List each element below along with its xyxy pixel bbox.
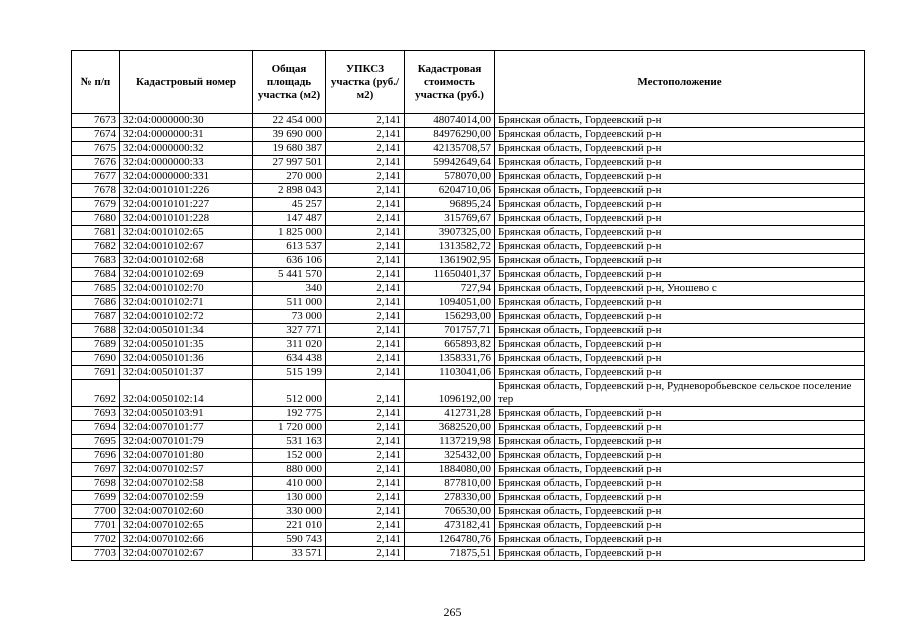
cadastral-number: 32:04:0070101:77 (120, 421, 253, 435)
cadastral-value: 706530,00 (405, 505, 495, 519)
location: Брянская область, Гордеевский р-н, Уношево с (495, 282, 865, 296)
location: Брянская область, Гордеевский р-н (495, 352, 865, 366)
location: Брянская область, Гордеевский р-н (495, 338, 865, 352)
location: Брянская область, Гордеевский р-н (495, 477, 865, 491)
table-row (72, 142, 865, 156)
upksz: 2,141 (326, 407, 405, 421)
cadastral-table (71, 50, 865, 561)
header-location: Местоположение (495, 51, 865, 114)
table-row (72, 533, 865, 547)
location: Брянская область, Гордеевский р-н (495, 421, 865, 435)
row-index: 7680 (72, 212, 120, 226)
location: Брянская область, Гордеевский р-н (495, 184, 865, 198)
upksz: 2,141 (326, 240, 405, 254)
row-index: 7700 (72, 505, 120, 519)
upksz: 2,141 (326, 282, 405, 296)
header-area: Общая площадь участка (м2) (253, 51, 326, 114)
location: Брянская область, Гордеевский р-н (495, 366, 865, 380)
cadastral-value: 3907325,00 (405, 226, 495, 240)
cadastral-value: 11650401,37 (405, 268, 495, 282)
row-index: 7698 (72, 477, 120, 491)
cadastral-number: 32:04:0010102:65 (120, 226, 253, 240)
area: 511 000 (253, 296, 326, 310)
cadastral-number: 32:04:0070101:79 (120, 435, 253, 449)
area: 880 000 (253, 463, 326, 477)
cadastral-number: 32:04:0070101:80 (120, 449, 253, 463)
table-row (72, 240, 865, 254)
area: 5 441 570 (253, 268, 326, 282)
upksz: 2,141 (326, 198, 405, 212)
table-row (72, 547, 865, 561)
location: Брянская область, Гордеевский р-н (495, 435, 865, 449)
row-index: 7692 (72, 380, 120, 407)
area: 39 690 000 (253, 128, 326, 142)
area: 330 000 (253, 505, 326, 519)
table-row (72, 352, 865, 366)
row-index: 7675 (72, 142, 120, 156)
row-index: 7687 (72, 310, 120, 324)
location: Брянская область, Гордеевский р-н (495, 198, 865, 212)
cadastral-number: 32:04:0050101:36 (120, 352, 253, 366)
cadastral-number: 32:04:0070102:58 (120, 477, 253, 491)
location: Брянская область, Гордеевский р-н (495, 407, 865, 421)
location: Брянская область, Гордеевский р-н (495, 491, 865, 505)
table-row (72, 170, 865, 184)
upksz: 2,141 (326, 547, 405, 561)
cadastral-number: 32:04:0010102:67 (120, 240, 253, 254)
table-row (72, 226, 865, 240)
table-row (72, 407, 865, 421)
table-row (72, 338, 865, 352)
row-index: 7689 (72, 338, 120, 352)
location: Брянская область, Гордеевский р-н (495, 170, 865, 184)
cadastral-value: 59942649,64 (405, 156, 495, 170)
area: 192 775 (253, 407, 326, 421)
table-row (72, 463, 865, 477)
cadastral-value: 665893,82 (405, 338, 495, 352)
location: Брянская область, Гордеевский р-н (495, 449, 865, 463)
header-index: № п/п (72, 51, 120, 114)
location: Брянская область, Гордеевский р-н (495, 310, 865, 324)
cadastral-number: 32:04:0070102:57 (120, 463, 253, 477)
cadastral-value: 727,94 (405, 282, 495, 296)
location: Брянская область, Гордеевский р-н (495, 128, 865, 142)
row-index: 7684 (72, 268, 120, 282)
cadastral-value: 48074014,00 (405, 114, 495, 128)
location: Брянская область, Гордеевский р-н (495, 114, 865, 128)
cadastral-number: 32:04:0010102:69 (120, 268, 253, 282)
cadastral-number: 32:04:0070102:60 (120, 505, 253, 519)
area: 590 743 (253, 533, 326, 547)
area: 22 454 000 (253, 114, 326, 128)
area: 130 000 (253, 491, 326, 505)
cadastral-number: 32:04:0050103:91 (120, 407, 253, 421)
cadastral-value: 96895,24 (405, 198, 495, 212)
table-row (72, 519, 865, 533)
row-index: 7685 (72, 282, 120, 296)
cadastral-number: 32:04:0000000:30 (120, 114, 253, 128)
upksz: 2,141 (326, 114, 405, 128)
row-index: 7681 (72, 226, 120, 240)
cadastral-value: 578070,00 (405, 170, 495, 184)
row-index: 7688 (72, 324, 120, 338)
cadastral-value: 701757,71 (405, 324, 495, 338)
page-number: 265 (443, 605, 462, 619)
cadastral-number: 32:04:0010102:70 (120, 282, 253, 296)
cadastral-value: 315769,67 (405, 212, 495, 226)
area: 27 997 501 (253, 156, 326, 170)
row-index: 7695 (72, 435, 120, 449)
area: 45 257 (253, 198, 326, 212)
area: 636 106 (253, 254, 326, 268)
upksz: 2,141 (326, 324, 405, 338)
cadastral-value: 6204710,06 (405, 184, 495, 198)
location: Брянская область, Гордеевский р-н (495, 268, 865, 282)
area: 1 720 000 (253, 421, 326, 435)
area: 270 000 (253, 170, 326, 184)
location: Брянская область, Гордеевский р-н, Рудневоробьевское сельское поселение тер (495, 380, 865, 407)
table-row (72, 128, 865, 142)
row-index: 7676 (72, 156, 120, 170)
cadastral-value: 1103041,06 (405, 366, 495, 380)
row-index: 7701 (72, 519, 120, 533)
cadastral-value: 1096192,00 (405, 380, 495, 407)
cadastral-value: 1264780,76 (405, 533, 495, 547)
cadastral-value: 1884080,00 (405, 463, 495, 477)
cadastral-value: 325432,00 (405, 449, 495, 463)
cadastral-value: 156293,00 (405, 310, 495, 324)
table-row (72, 310, 865, 324)
row-index: 7677 (72, 170, 120, 184)
cadastral-value: 877810,00 (405, 477, 495, 491)
upksz: 2,141 (326, 449, 405, 463)
cadastral-number: 32:04:0010101:226 (120, 184, 253, 198)
table-row (72, 296, 865, 310)
upksz: 2,141 (326, 310, 405, 324)
upksz: 2,141 (326, 254, 405, 268)
table-row (72, 477, 865, 491)
upksz: 2,141 (326, 226, 405, 240)
cadastral-value: 278330,00 (405, 491, 495, 505)
area: 531 163 (253, 435, 326, 449)
cadastral-number: 32:04:0050101:34 (120, 324, 253, 338)
row-index: 7674 (72, 128, 120, 142)
table-row (72, 435, 865, 449)
cadastral-number: 32:04:0000000:32 (120, 142, 253, 156)
upksz: 2,141 (326, 268, 405, 282)
row-index: 7703 (72, 547, 120, 561)
location: Брянская область, Гордеевский р-н (495, 533, 865, 547)
upksz: 2,141 (326, 491, 405, 505)
table-row (72, 254, 865, 268)
cadastral-value: 1137219,98 (405, 435, 495, 449)
cadastral-number: 32:04:0070102:65 (120, 519, 253, 533)
cadastral-value: 3682520,00 (405, 421, 495, 435)
cadastral-value: 473182,41 (405, 519, 495, 533)
location: Брянская область, Гордеевский р-н (495, 226, 865, 240)
row-index: 7678 (72, 184, 120, 198)
row-index: 7686 (72, 296, 120, 310)
area: 512 000 (253, 380, 326, 407)
area: 221 010 (253, 519, 326, 533)
upksz: 2,141 (326, 156, 405, 170)
table-row (72, 268, 865, 282)
area: 147 487 (253, 212, 326, 226)
cadastral-number: 32:04:0070102:67 (120, 547, 253, 561)
table-body (72, 114, 865, 561)
location: Брянская область, Гордеевский р-н (495, 519, 865, 533)
area: 19 680 387 (253, 142, 326, 156)
table-row (72, 491, 865, 505)
cadastral-number: 32:04:0010102:68 (120, 254, 253, 268)
row-index: 7699 (72, 491, 120, 505)
upksz: 2,141 (326, 435, 405, 449)
cadastral-number: 32:04:0070102:66 (120, 533, 253, 547)
cadastral-number: 32:04:0000000:331 (120, 170, 253, 184)
row-index: 7682 (72, 240, 120, 254)
area: 73 000 (253, 310, 326, 324)
row-index: 7694 (72, 421, 120, 435)
area: 515 199 (253, 366, 326, 380)
cadastral-value: 1358331,76 (405, 352, 495, 366)
row-index: 7702 (72, 533, 120, 547)
row-index: 7693 (72, 407, 120, 421)
cadastral-value: 71875,51 (405, 547, 495, 561)
upksz: 2,141 (326, 463, 405, 477)
area: 152 000 (253, 449, 326, 463)
table-row (72, 114, 865, 128)
upksz: 2,141 (326, 184, 405, 198)
upksz: 2,141 (326, 477, 405, 491)
row-index: 7690 (72, 352, 120, 366)
header-cadastral-number: Кадастровый номер (120, 51, 253, 114)
area: 327 771 (253, 324, 326, 338)
row-index: 7696 (72, 449, 120, 463)
upksz: 2,141 (326, 366, 405, 380)
cadastral-number: 32:04:0050101:35 (120, 338, 253, 352)
table-row (72, 282, 865, 296)
location: Брянская область, Гордеевский р-н (495, 324, 865, 338)
cadastral-value: 1094051,00 (405, 296, 495, 310)
table-row (72, 366, 865, 380)
upksz: 2,141 (326, 380, 405, 407)
table-row (72, 198, 865, 212)
upksz: 2,141 (326, 212, 405, 226)
cadastral-number: 32:04:0000000:33 (120, 156, 253, 170)
header-cadastral-value: Кадастровая стоимость участка (руб.) (405, 51, 495, 114)
row-index: 7679 (72, 198, 120, 212)
table-header-row (72, 51, 865, 114)
upksz: 2,141 (326, 505, 405, 519)
header-upksz: УПКСЗ участка (руб./м2) (326, 51, 405, 114)
area: 33 571 (253, 547, 326, 561)
cadastral-number: 32:04:0050102:14 (120, 380, 253, 407)
area: 410 000 (253, 477, 326, 491)
row-index: 7683 (72, 254, 120, 268)
upksz: 2,141 (326, 170, 405, 184)
location: Брянская область, Гордеевский р-н (495, 463, 865, 477)
table-row (72, 421, 865, 435)
area: 2 898 043 (253, 184, 326, 198)
location: Брянская область, Гордеевский р-н (495, 156, 865, 170)
upksz: 2,141 (326, 533, 405, 547)
cadastral-value: 1361902,95 (405, 254, 495, 268)
cadastral-number: 32:04:0010101:228 (120, 212, 253, 226)
table-row (72, 156, 865, 170)
location: Брянская область, Гордеевский р-н (495, 254, 865, 268)
upksz: 2,141 (326, 128, 405, 142)
upksz: 2,141 (326, 421, 405, 435)
table-row (72, 449, 865, 463)
cadastral-value: 1313582,72 (405, 240, 495, 254)
cadastral-number: 32:04:0010101:227 (120, 198, 253, 212)
cadastral-value: 42135708,57 (405, 142, 495, 156)
upksz: 2,141 (326, 296, 405, 310)
area: 634 438 (253, 352, 326, 366)
upksz: 2,141 (326, 142, 405, 156)
upksz: 2,141 (326, 338, 405, 352)
location: Брянская область, Гордеевский р-н (495, 505, 865, 519)
area: 1 825 000 (253, 226, 326, 240)
location: Брянская область, Гордеевский р-н (495, 296, 865, 310)
area: 340 (253, 282, 326, 296)
cadastral-number: 32:04:0070102:59 (120, 491, 253, 505)
location: Брянская область, Гордеевский р-н (495, 212, 865, 226)
location: Брянская область, Гордеевский р-н (495, 240, 865, 254)
cadastral-number: 32:04:0000000:31 (120, 128, 253, 142)
cadastral-number: 32:04:0050101:37 (120, 366, 253, 380)
location: Брянская область, Гордеевский р-н (495, 547, 865, 561)
area: 613 537 (253, 240, 326, 254)
upksz: 2,141 (326, 352, 405, 366)
row-index: 7673 (72, 114, 120, 128)
table-row (72, 380, 865, 407)
cadastral-number: 32:04:0010102:71 (120, 296, 253, 310)
cadastral-number: 32:04:0010102:72 (120, 310, 253, 324)
cadastral-value: 84976290,00 (405, 128, 495, 142)
area: 311 020 (253, 338, 326, 352)
table-row (72, 184, 865, 198)
table-row (72, 212, 865, 226)
location: Брянская область, Гордеевский р-н (495, 142, 865, 156)
cadastral-value: 412731,28 (405, 407, 495, 421)
table-row (72, 505, 865, 519)
upksz: 2,141 (326, 519, 405, 533)
row-index: 7697 (72, 463, 120, 477)
table-row (72, 324, 865, 338)
row-index: 7691 (72, 366, 120, 380)
